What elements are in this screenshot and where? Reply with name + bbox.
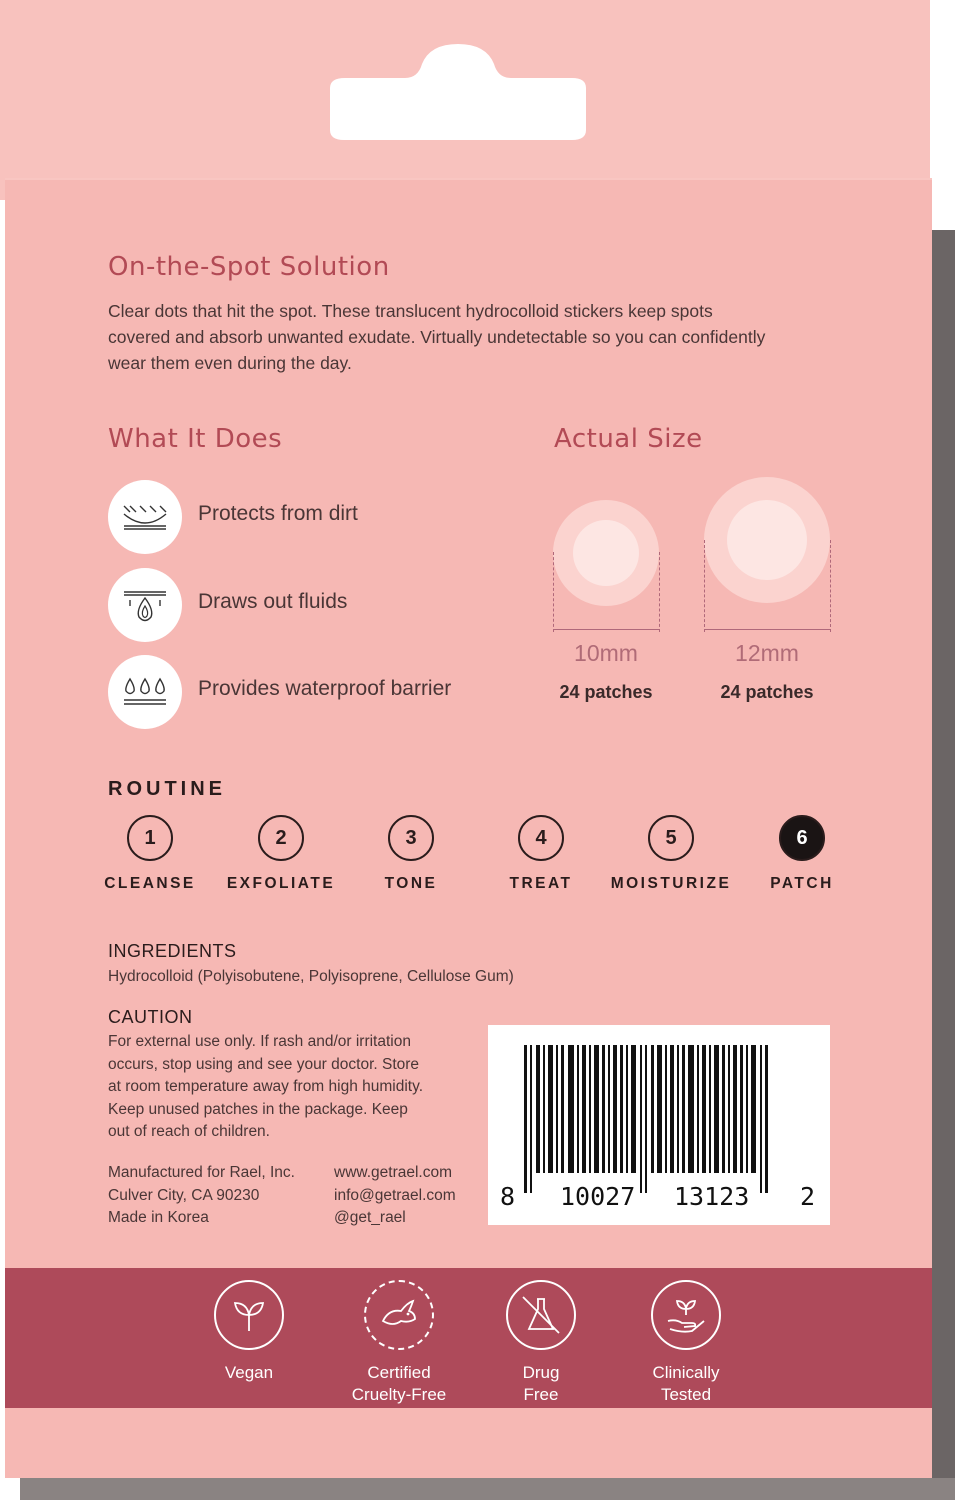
hang-tab xyxy=(0,0,930,200)
box-bottom-strip xyxy=(5,1408,932,1478)
size-label: 10mm xyxy=(574,640,638,666)
step-name: MOISTURIZE xyxy=(610,875,732,892)
patch-count: 24 patches xyxy=(559,682,653,702)
barcode-left-digits: 10027 xyxy=(560,1182,636,1211)
caution-line: For external use only. If rash and/or irritation xyxy=(108,1033,411,1050)
feature-label: Provides waterproof barrier xyxy=(198,677,452,700)
dimension-tick xyxy=(830,540,831,632)
size-label: 12mm xyxy=(735,640,799,666)
routine-step-active xyxy=(732,815,872,893)
caution-heading: CAUTION xyxy=(108,1007,193,1027)
routine-step xyxy=(341,815,481,893)
website-link: www.getrael.com xyxy=(334,1164,453,1181)
step-number: 2 xyxy=(258,815,304,861)
feature-item xyxy=(108,655,528,729)
caution-line: at room temperature away from high humidity. xyxy=(108,1078,424,1095)
badge-caption-line: Drug xyxy=(522,1363,560,1382)
routine-step xyxy=(80,815,220,893)
routine-step xyxy=(211,815,351,893)
barcode-bars xyxy=(516,1045,796,1193)
dimension-tick xyxy=(659,552,660,632)
step-name: TONE xyxy=(384,875,438,892)
contact-info xyxy=(334,1162,484,1230)
leaf-sprout-icon xyxy=(214,1280,284,1350)
what-it-does-heading: What It Does xyxy=(108,424,283,454)
dimension-tick xyxy=(553,552,554,632)
no-drug-flask-icon xyxy=(506,1280,576,1350)
patch-10mm-center xyxy=(573,520,639,586)
caution-line: Keep unused patches in the package. Keep xyxy=(108,1100,408,1118)
drop-extract-icon xyxy=(108,568,182,642)
barcode-right-digits: 13123 xyxy=(674,1182,750,1211)
intro-line: Clear dots that hit the spot. These translucent hydrocolloid stickers keep spots xyxy=(108,301,713,321)
manufacturer-line: Made in Korea xyxy=(108,1209,209,1226)
routine-step xyxy=(601,815,741,893)
ingredients-text: Hydrocolloid (Polyisobutene, Polyisoprene, Cellulose Gum) xyxy=(108,968,514,985)
intro-text xyxy=(108,298,848,376)
step-name: TREAT xyxy=(509,875,573,892)
leaping-bunny-icon xyxy=(364,1280,434,1350)
social-handle: @get_rael xyxy=(334,1209,406,1226)
intro-line: wear them even during the day. xyxy=(108,353,352,373)
feature-label: Draws out fluids xyxy=(198,590,348,613)
step-number: 4 xyxy=(518,815,564,861)
shield-barrier-icon xyxy=(108,480,182,554)
manufacturer-info xyxy=(108,1162,328,1230)
barcode xyxy=(488,1025,830,1225)
box-bottom-shadow xyxy=(20,1478,955,1500)
step-number: 1 xyxy=(127,815,173,861)
step-name: PATCH xyxy=(770,875,834,892)
badge-caption-line: Cruelty-Free xyxy=(351,1385,447,1404)
patch-12mm-center xyxy=(727,500,807,580)
manufacturer-line: Manufactured for Rael, Inc. xyxy=(108,1164,295,1181)
dimension-line-10mm xyxy=(553,629,659,630)
water-drops-icon xyxy=(108,655,182,729)
caution-line: out of reach of children. xyxy=(108,1123,270,1140)
badge-caption-line: Clinically xyxy=(652,1363,720,1382)
step-name: EXFOLIATE xyxy=(226,875,336,892)
hand-plant-icon xyxy=(651,1280,721,1350)
caution-text xyxy=(108,1031,478,1144)
patch-count: 24 patches xyxy=(720,682,814,702)
manufacturer-line: Culver City, CA 90230 xyxy=(108,1186,260,1204)
step-name: CLEANSE xyxy=(104,875,196,892)
badge-caption xyxy=(164,1362,334,1384)
step-number: 5 xyxy=(648,815,694,861)
intro-line: covered and absorb unwanted exudate. Virtually undetectable so you can confidently xyxy=(108,327,766,347)
badge-vegan xyxy=(164,1280,334,1384)
badge-caption xyxy=(601,1362,771,1406)
caution-line: occurs, stop using and see your doctor. Store xyxy=(108,1055,420,1073)
feature-label: Protects from dirt xyxy=(198,502,358,525)
dimension-line-12mm xyxy=(704,629,830,630)
feature-item xyxy=(108,568,528,642)
step-number: 6 xyxy=(779,815,825,861)
barcode-lead-digit: 8 xyxy=(500,1182,516,1211)
badge-clinically-tested xyxy=(601,1280,771,1406)
badge-caption-line: Tested xyxy=(660,1385,712,1404)
dimension-tick xyxy=(704,540,705,632)
badge-caption-line: Certified xyxy=(367,1363,431,1382)
actual-size-heading: Actual Size xyxy=(554,424,703,454)
box-side-shadow xyxy=(930,230,955,1490)
step-number: 3 xyxy=(388,815,434,861)
badge-caption-line: Free xyxy=(523,1385,559,1404)
routine-step xyxy=(471,815,611,893)
email-link: info@getrael.com xyxy=(334,1186,456,1204)
barcode-check-digit: 2 xyxy=(800,1182,816,1211)
ingredients-heading: INGREDIENTS xyxy=(108,941,237,961)
intro-heading: On-the-Spot Solution xyxy=(108,252,390,282)
badge-caption-line: Vegan xyxy=(224,1363,274,1382)
feature-item xyxy=(108,480,528,554)
routine-title: ROUTINE xyxy=(108,778,226,800)
